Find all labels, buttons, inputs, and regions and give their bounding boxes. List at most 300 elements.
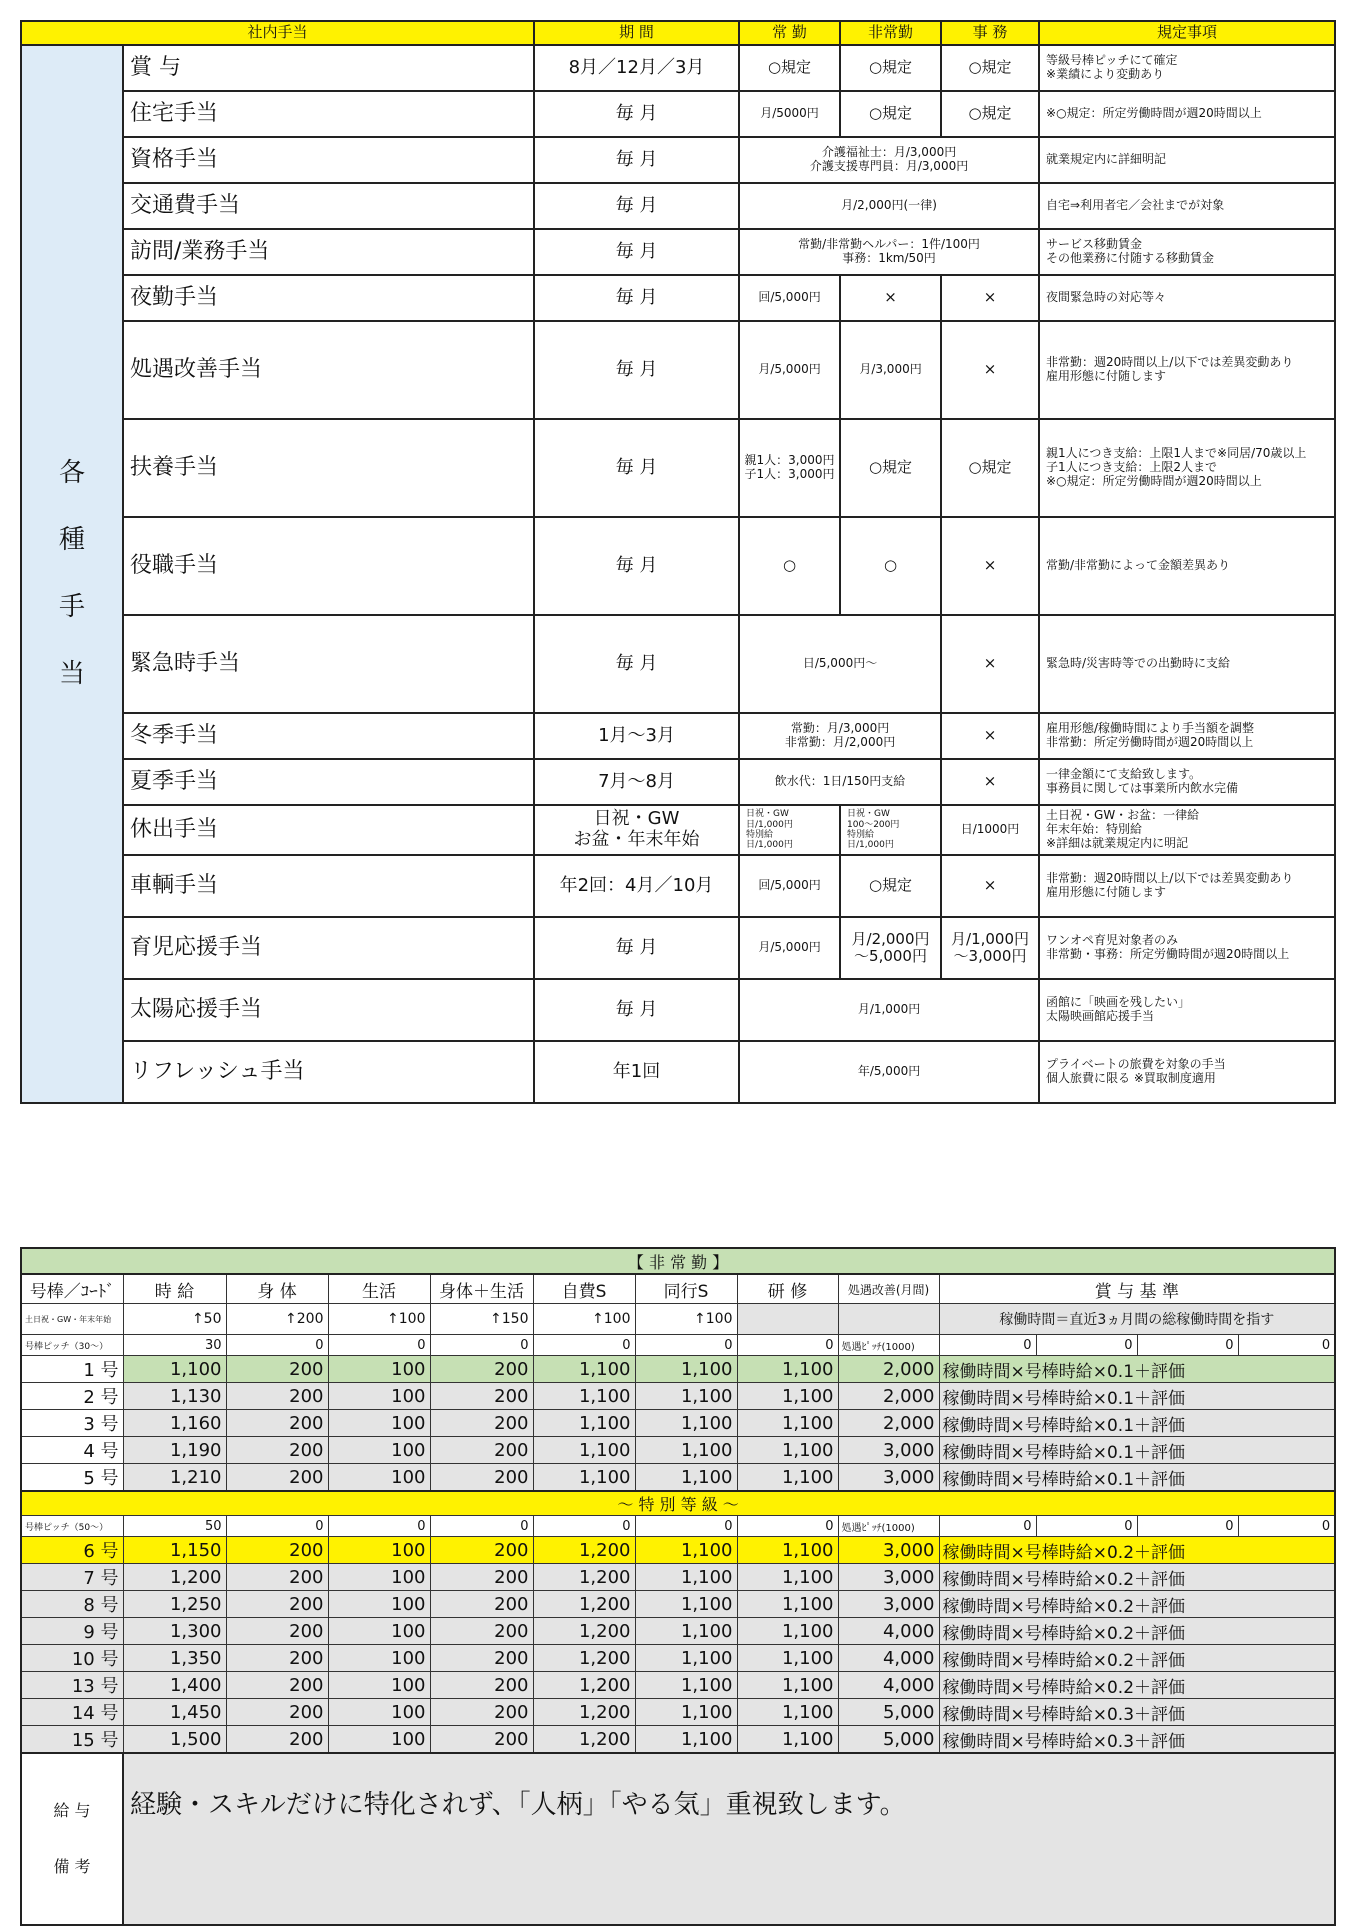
text-line: 飲水代：1日/150円支給 <box>774 774 906 789</box>
bonus-formula: 稼働時間×号棒時給×0.2＋評価 <box>939 1645 1335 1672</box>
text-line: 日祝・GW <box>593 808 680 830</box>
pitch-row <box>21 1516 1335 1537</box>
allowance-full-time: ○ <box>739 517 840 615</box>
grade-row <box>21 1437 1335 1464</box>
allowance-office: ○規定 <box>941 45 1039 91</box>
allowance-office: × <box>941 759 1039 805</box>
column-header: 号棒／ｺｰﾄﾞ <box>21 1274 123 1304</box>
text-line: 雇用形態に付随します <box>1046 369 1167 383</box>
allowance-rules <box>1039 759 1335 805</box>
allowance-period: 毎 月 <box>534 137 739 183</box>
allowance-rules <box>1039 805 1335 855</box>
allowance-part-time: ○規定 <box>840 91 941 137</box>
pitch-value: 0 <box>328 1516 430 1537</box>
grade-value: 100 <box>328 1591 430 1618</box>
grade-value: 1,200 <box>533 1645 635 1672</box>
grade-value: 200 <box>226 1437 328 1464</box>
allowance-rules <box>1039 517 1335 615</box>
bonus-pitch-value: 0 <box>1238 1335 1335 1356</box>
category-char: 当 <box>58 659 85 689</box>
grade-value: 1,200 <box>533 1699 635 1726</box>
column-header: 生活 <box>328 1274 430 1304</box>
pitch-value: 0 <box>328 1335 430 1356</box>
allowance-period: 毎 月 <box>534 419 739 517</box>
text-line: 常勤/非常勤ヘルパー：1件/100円 <box>798 237 980 252</box>
header-full-time: 常 勤 <box>739 21 840 45</box>
allowance-period: 毎 月 <box>534 275 739 321</box>
text-line: 常勤/非常勤によって金額差異あり <box>1046 558 1231 573</box>
grade-value: 1,200 <box>123 1564 226 1591</box>
allowance-row <box>21 805 1335 855</box>
allowance-row <box>21 713 1335 759</box>
text-line: 非常勤：週20時間以上/以下では差異変動あり <box>1046 871 1294 886</box>
grade-value: 200 <box>226 1726 328 1754</box>
grade-value: 1,100 <box>737 1537 838 1564</box>
category-char: 手 <box>58 592 85 622</box>
allowance-row <box>21 137 1335 183</box>
grade-value: 200 <box>226 1672 328 1699</box>
grade-code: 7 号 <box>21 1564 123 1591</box>
text-line: 函館に「映画を残したい」 <box>1046 995 1191 1010</box>
allowance-rules <box>1039 713 1335 759</box>
allowance-name: 冬季手当 <box>123 713 534 759</box>
allowance-row <box>21 275 1335 321</box>
remarks-text: 経験・スキルだけに特化されず、「人柄」「やる気」重視致します。 <box>123 1753 1335 1925</box>
grade-value: 1,100 <box>635 1437 737 1464</box>
increment-value: ↑100 <box>635 1304 737 1335</box>
grade-value: 200 <box>430 1464 533 1492</box>
pitch-value: 0 <box>635 1516 737 1537</box>
allowance-period: 毎 月 <box>534 229 739 275</box>
text-line: 月/2,000円(一律) <box>841 198 937 213</box>
grade-value: 200 <box>430 1537 533 1564</box>
allowance-period <box>534 805 739 855</box>
grade-row <box>21 1672 1335 1699</box>
allowance-row <box>21 45 1335 91</box>
grade-value: 2,000 <box>838 1383 939 1410</box>
grade-value: 1,190 <box>123 1437 226 1464</box>
pitch-label: 号棒ピッチ（30～） <box>21 1335 123 1356</box>
allowance-name: 扶養手当 <box>123 419 534 517</box>
allowance-office: ○規定 <box>941 419 1039 517</box>
text-line: 日/1,000円 <box>746 819 793 830</box>
grade-value: 1,100 <box>737 1645 838 1672</box>
text-line: 介護福祉士：月/3,000円 <box>821 145 957 160</box>
grade-value: 200 <box>430 1564 533 1591</box>
allowance-amount <box>739 1041 1039 1103</box>
allowance-row <box>21 183 1335 229</box>
grade-value: 200 <box>430 1672 533 1699</box>
text-line: ワンオペ育児対象者のみ <box>1046 933 1179 948</box>
grade-value: 1,100 <box>635 1564 737 1591</box>
allowance-office: ○規定 <box>941 91 1039 137</box>
text-line: ※業績により変動あり <box>1046 67 1165 81</box>
grade-value: 1,100 <box>635 1618 737 1645</box>
allowance-name: 処遇改善手当 <box>123 321 534 419</box>
grade-value: 1,100 <box>533 1410 635 1437</box>
text-line: 非常勤：所定労働時間が週20時間以上 <box>1046 735 1254 749</box>
category-char: 各 <box>58 458 85 488</box>
allowance-period: 毎 月 <box>534 91 739 137</box>
allowance-rules <box>1039 137 1335 183</box>
grade-row <box>21 1356 1335 1383</box>
bonus-formula: 稼働時間×号棒時給×0.2＋評価 <box>939 1672 1335 1699</box>
allowance-rules <box>1039 917 1335 979</box>
text-line: ※詳細は就業規定内に明記 <box>1046 835 1189 850</box>
allowance-rules <box>1039 229 1335 275</box>
grade-code: 9 号 <box>21 1618 123 1645</box>
text-line: 非常勤・事務：所定労働時間が週20時間以上 <box>1046 947 1290 961</box>
holiday-increment-row <box>21 1304 1335 1335</box>
text-line: ※○規定：所定労働時間が週20時間以上 <box>1046 473 1262 488</box>
grade-value: 100 <box>328 1356 430 1383</box>
allowance-name: 賞 与 <box>123 45 534 91</box>
grade-value: 1,100 <box>635 1537 737 1564</box>
bonus-formula: 稼働時間×号棒時給×0.3＋評価 <box>939 1726 1335 1754</box>
allowance-rules <box>1039 855 1335 917</box>
bonus-pitch-value: 0 <box>939 1516 1036 1537</box>
grade-value: 100 <box>328 1645 430 1672</box>
grade-value: 1,100 <box>635 1356 737 1383</box>
grade-value: 1,100 <box>737 1383 838 1410</box>
increment-label: 土日祝・GW・年末年始 <box>21 1304 123 1335</box>
grade-value: 200 <box>226 1356 328 1383</box>
increment-value: ↑200 <box>226 1304 328 1335</box>
grade-value: 5,000 <box>838 1726 939 1754</box>
grade-value: 1,100 <box>635 1410 737 1437</box>
grade-value: 1,100 <box>533 1464 635 1492</box>
pitch-value: 50 <box>123 1516 226 1537</box>
allowance-period: 1月～3月 <box>534 713 739 759</box>
grade-value: 5,000 <box>838 1699 939 1726</box>
allowance-full-time: ○規定 <box>739 45 840 91</box>
bonus-pitch-value: 0 <box>1238 1516 1335 1537</box>
increment-value: ↑100 <box>533 1304 635 1335</box>
allowance-full-time: 月/5000円 <box>739 91 840 137</box>
grade-value: 1,100 <box>635 1645 737 1672</box>
pitch-value: 0 <box>737 1335 838 1356</box>
allowance-name: 休出手当 <box>123 805 534 855</box>
allowance-table <box>20 20 1336 1104</box>
allowance-office: × <box>941 855 1039 917</box>
text-line: 緊急時/災害時等での出勤時に支給 <box>1046 656 1231 671</box>
grade-code: 2 号 <box>21 1383 123 1410</box>
pitch-label: 号棒ピッチ（50～） <box>21 1516 123 1537</box>
grade-value: 1,100 <box>635 1726 737 1754</box>
allowance-amount <box>739 183 1039 229</box>
grade-code: 14 号 <box>21 1699 123 1726</box>
text-line: 事務：1km/50円 <box>842 251 936 265</box>
bonus-pitch-value: 0 <box>1137 1516 1238 1537</box>
allowance-period: 毎 月 <box>534 517 739 615</box>
grade-value: 3,000 <box>838 1591 939 1618</box>
empty-cell <box>737 1304 838 1335</box>
allowance-name: 役職手当 <box>123 517 534 615</box>
grade-value: 100 <box>328 1618 430 1645</box>
grade-value: 200 <box>430 1726 533 1754</box>
pitch-value: 0 <box>226 1335 328 1356</box>
allowance-office: × <box>941 321 1039 419</box>
header-name: 社内手当 <box>21 21 534 45</box>
text-line: 月/2,000円 <box>851 929 930 948</box>
grade-value: 100 <box>328 1564 430 1591</box>
grade-row <box>21 1564 1335 1591</box>
grade-value: 2,000 <box>838 1410 939 1437</box>
bonus-formula: 稼働時間×号棒時給×0.2＋評価 <box>939 1591 1335 1618</box>
allowance-name: 緊急時手当 <box>123 615 534 713</box>
grade-value: 100 <box>328 1726 430 1754</box>
text-line: 親1人：3,000円 <box>744 453 835 468</box>
pitch-value: 30 <box>123 1335 226 1356</box>
grade-row <box>21 1537 1335 1564</box>
increment-value: ↑150 <box>430 1304 533 1335</box>
text-line: 一律金額にて支給致します。 <box>1046 767 1202 782</box>
allowance-rules <box>1039 91 1335 137</box>
allowance-row <box>21 419 1335 517</box>
grade-value: 200 <box>226 1645 328 1672</box>
allowance-category-label <box>21 45 123 1103</box>
pitch-value: 0 <box>226 1516 328 1537</box>
text-line: 土日祝・GW・お盆：一律給 <box>1046 808 1200 823</box>
grade-value: 1,100 <box>635 1672 737 1699</box>
grade-value: 1,500 <box>123 1726 226 1754</box>
text-line: お盆・年末年始 <box>573 829 700 850</box>
pitch-value: 0 <box>430 1516 533 1537</box>
grade-value: 1,100 <box>737 1437 838 1464</box>
grade-value: 3,000 <box>838 1437 939 1464</box>
grade-value: 1,100 <box>737 1672 838 1699</box>
bonus-formula: 稼働時間×号棒時給×0.3＋評価 <box>939 1699 1335 1726</box>
pitch-value: 0 <box>635 1335 737 1356</box>
allowance-name: 交通費手当 <box>123 183 534 229</box>
bonus-pitch-value: 0 <box>939 1335 1036 1356</box>
allowance-full-time <box>739 419 840 517</box>
grade-value: 100 <box>328 1464 430 1492</box>
bonus-note: 稼働時間＝直近3ヵ月間の総稼働時間を指す <box>939 1304 1335 1335</box>
allowance-full-time <box>739 805 840 855</box>
allowance-part-time: 月/3,000円 <box>840 321 941 419</box>
header-period: 期 間 <box>534 21 739 45</box>
allowance-office: × <box>941 275 1039 321</box>
bonus-formula: 稼働時間×号棒時給×0.2＋評価 <box>939 1618 1335 1645</box>
header-office: 事 務 <box>941 21 1039 45</box>
grade-value: 200 <box>430 1383 533 1410</box>
grade-value: 1,100 <box>635 1383 737 1410</box>
grade-value: 1,100 <box>737 1726 838 1754</box>
column-header: 処遇改善(月間) <box>838 1274 939 1304</box>
wage-table <box>20 1247 1336 1926</box>
allowance-full-time: 月/5,000円 <box>739 917 840 979</box>
grade-value: 200 <box>430 1591 533 1618</box>
column-header: 身体＋生活 <box>430 1274 533 1304</box>
grade-value: 1,200 <box>533 1726 635 1754</box>
allowance-part-time <box>840 917 941 979</box>
wage-title: 【 非 常 勤 】 <box>21 1248 1335 1274</box>
grade-value: 3,000 <box>838 1564 939 1591</box>
pitch-value: 0 <box>430 1335 533 1356</box>
wage-column-header <box>21 1274 1335 1304</box>
grade-value: 1,400 <box>123 1672 226 1699</box>
grade-value: 1,100 <box>737 1464 838 1492</box>
text-line: 太陽映画館応援手当 <box>1046 1009 1155 1023</box>
grade-value: 200 <box>226 1591 328 1618</box>
bonus-pitch-value: 0 <box>1036 1516 1137 1537</box>
special-grade-label: ～ 特 別 等 級 ～ <box>21 1491 1335 1516</box>
grade-value: 200 <box>226 1699 328 1726</box>
text-line: 等級号棒ピッチにて確定 <box>1046 53 1178 68</box>
allowance-name: 住宅手当 <box>123 91 534 137</box>
grade-value: 1,100 <box>533 1356 635 1383</box>
allowance-period: 毎 月 <box>534 183 739 229</box>
allowance-period: 年2回：4月／10月 <box>534 855 739 917</box>
allowance-full-part-amount <box>739 615 941 713</box>
grade-value: 100 <box>328 1410 430 1437</box>
allowance-part-time: ○ <box>840 517 941 615</box>
grade-value: 100 <box>328 1383 430 1410</box>
allowance-office: 日/1000円 <box>941 805 1039 855</box>
pitch-row <box>21 1335 1335 1356</box>
grade-code: 8 号 <box>21 1591 123 1618</box>
remarks-label <box>21 1753 123 1925</box>
allowance-full-part-amount <box>739 759 941 805</box>
grade-value: 200 <box>430 1618 533 1645</box>
column-header: 研 修 <box>737 1274 838 1304</box>
grade-value: 200 <box>430 1699 533 1726</box>
grade-value: 1,100 <box>123 1356 226 1383</box>
grade-value: 1,250 <box>123 1591 226 1618</box>
allowance-office: × <box>941 615 1039 713</box>
grade-value: 3,000 <box>838 1537 939 1564</box>
grade-value: 1,300 <box>123 1618 226 1645</box>
text-line: 月/1,000円 <box>951 929 1030 948</box>
text-line: 介護支援専門員：月/3,000円 <box>809 159 969 173</box>
improve-pitch-label: 処遇ﾋﾟｯﾁ(1000) <box>838 1516 939 1537</box>
allowance-row <box>21 91 1335 137</box>
text-line: 雇用形態に付随します <box>1046 885 1167 899</box>
allowance-part-time: ○規定 <box>840 419 941 517</box>
grade-row <box>21 1645 1335 1672</box>
text-line: 親1人につき支給：上限1人まで※同居/70歳以上 <box>1046 446 1307 461</box>
allowance-period: 8月／12月／3月 <box>534 45 739 91</box>
allowance-full-time: 月/5,000円 <box>739 321 840 419</box>
allowance-row <box>21 321 1335 419</box>
increment-value: ↑100 <box>328 1304 430 1335</box>
grade-value: 4,000 <box>838 1672 939 1699</box>
allowance-period: 毎 月 <box>534 917 739 979</box>
grade-row <box>21 1383 1335 1410</box>
grade-value: 1,100 <box>635 1464 737 1492</box>
bonus-formula: 稼働時間×号棒時給×0.1＋評価 <box>939 1383 1335 1410</box>
bonus-formula: 稼働時間×号棒時給×0.1＋評価 <box>939 1437 1335 1464</box>
allowance-period: 年1回 <box>534 1041 739 1103</box>
grade-value: 200 <box>226 1410 328 1437</box>
column-header: 同行S <box>635 1274 737 1304</box>
grade-value: 1,100 <box>737 1410 838 1437</box>
grade-value: 100 <box>328 1537 430 1564</box>
allowance-period: 7月～8月 <box>534 759 739 805</box>
allowance-rules <box>1039 615 1335 713</box>
allowance-name: 太陽応援手当 <box>123 979 534 1041</box>
text-line: その他業務に付随する移動賃金 <box>1046 251 1215 265</box>
text-line: 100～200円 <box>847 819 900 830</box>
pitch-value: 0 <box>533 1335 635 1356</box>
text-line: サービス移動賃金 <box>1046 237 1143 252</box>
text-line: プライベートの旅費を対象の手当 <box>1046 1057 1226 1072</box>
allowance-rules <box>1039 1041 1335 1103</box>
allowance-row <box>21 517 1335 615</box>
grade-value: 1,200 <box>533 1591 635 1618</box>
allowance-name: 夜勤手当 <box>123 275 534 321</box>
grade-value: 1,200 <box>533 1564 635 1591</box>
grade-value: 1,200 <box>533 1672 635 1699</box>
allowance-part-time: ○規定 <box>840 45 941 91</box>
text-line: ～5,000円 <box>854 947 927 965</box>
grade-value: 4,000 <box>838 1645 939 1672</box>
allowance-rules <box>1039 419 1335 517</box>
grade-value: 1,130 <box>123 1383 226 1410</box>
bonus-formula: 稼働時間×号棒時給×0.1＋評価 <box>939 1410 1335 1437</box>
text-line: 常勤：月/3,000円 <box>790 721 890 736</box>
bonus-pitch-value: 0 <box>1137 1335 1238 1356</box>
increment-value: ↑50 <box>123 1304 226 1335</box>
allowance-row <box>21 1041 1335 1103</box>
pitch-value: 0 <box>533 1516 635 1537</box>
grade-value: 1,450 <box>123 1699 226 1726</box>
bonus-pitch-value: 0 <box>1036 1335 1137 1356</box>
allowance-part-time: ○規定 <box>840 855 941 917</box>
text-line: 雇用形態/稼働時間により手当額を調整 <box>1046 721 1255 736</box>
header-part-time: 非常勤 <box>840 21 941 45</box>
grade-value: 100 <box>328 1437 430 1464</box>
grade-value: 200 <box>226 1383 328 1410</box>
text-line: 夜間緊急時の対応等々 <box>1046 290 1167 305</box>
text-line: 事務員に関しては事業所内飲水完備 <box>1046 781 1239 795</box>
allowance-office <box>941 917 1039 979</box>
grade-code: 3 号 <box>21 1410 123 1437</box>
text-line: 子1人：3,000円 <box>744 467 835 481</box>
empty-cell <box>838 1304 939 1335</box>
grade-code: 6 号 <box>21 1537 123 1564</box>
grade-row <box>21 1591 1335 1618</box>
remarks-label-line: 備 考 <box>53 1857 91 1876</box>
grade-value: 1,100 <box>635 1591 737 1618</box>
allowance-rules <box>1039 183 1335 229</box>
text-line: 日祝・GW <box>847 809 890 820</box>
grade-row <box>21 1464 1335 1492</box>
text-line: 就業規定内に詳細明記 <box>1046 152 1167 167</box>
allowance-name: 資格手当 <box>123 137 534 183</box>
grade-code: 15 号 <box>21 1726 123 1754</box>
grade-row <box>21 1699 1335 1726</box>
allowance-name: 夏季手当 <box>123 759 534 805</box>
bonus-formula: 稼働時間×号棒時給×0.1＋評価 <box>939 1464 1335 1492</box>
grade-value: 1,100 <box>737 1356 838 1383</box>
grade-value: 1,150 <box>123 1537 226 1564</box>
text-line: 年末年始：特別給 <box>1046 822 1143 837</box>
bonus-formula: 稼働時間×号棒時給×0.2＋評価 <box>939 1564 1335 1591</box>
allowance-amount <box>739 137 1039 183</box>
column-header: 身 体 <box>226 1274 328 1304</box>
header-rules: 規定事項 <box>1039 21 1335 45</box>
allowance-row <box>21 229 1335 275</box>
text-line: 個人旅費に限る ※買取制度適用 <box>1046 1071 1216 1085</box>
allowance-office: × <box>941 713 1039 759</box>
grade-row <box>21 1410 1335 1437</box>
allowance-full-part-amount <box>739 713 941 759</box>
grade-value: 4,000 <box>838 1618 939 1645</box>
column-header: 賞 与 基 準 <box>939 1274 1335 1304</box>
remarks-label-line: 給 与 <box>53 1801 91 1820</box>
